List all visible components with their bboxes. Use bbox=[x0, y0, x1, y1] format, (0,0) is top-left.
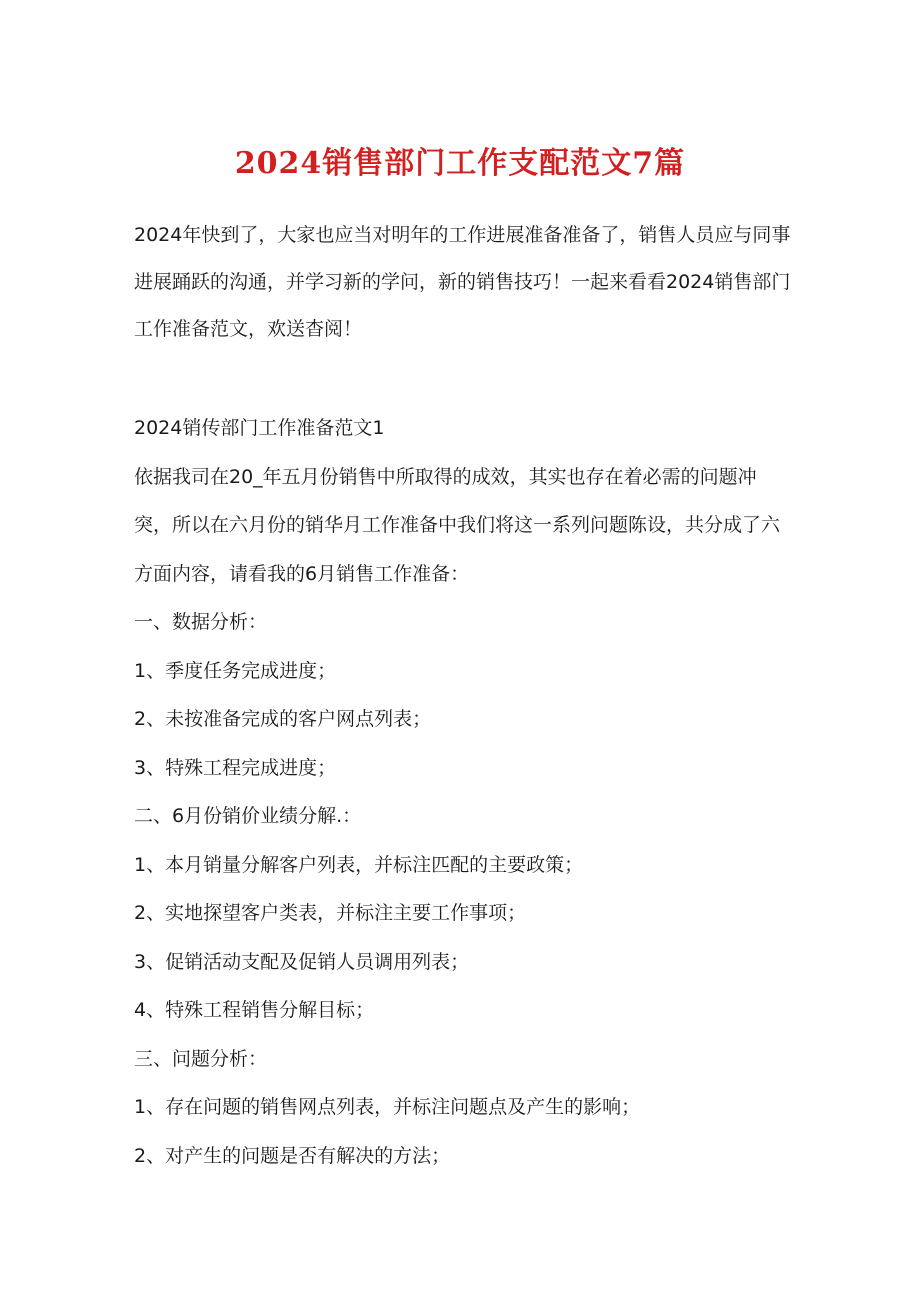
section-heading: 2024销传部门工作准备范文1 bbox=[134, 417, 385, 439]
list-item: 一、数据分析： bbox=[134, 611, 268, 633]
body-paragraph: 依据我司在20_年五月份销售中所取得的成效，其实也存在着必需的问题冲突，所以在六月份的销华月工作准备中我们将这一系列问题陈设，共分成了六方面内容，请看我的6月销售工作准备： bbox=[134, 465, 781, 585]
list-item: 三、问题分析： bbox=[134, 1047, 268, 1070]
list-item: 2、未按准备完成的客户网点列表； bbox=[134, 708, 432, 730]
document-title: 2024销售部门工作支配范文7篇 bbox=[234, 146, 686, 181]
intro-paragraph: 2024年快到了，大家也应当对明年的工作进展准备准备了，销售人员应与同事进展踊跃的沟通，并学习新的学问，新的销售技巧！一起来看看2024销售部门工作准备范文，欢送杳阅！ bbox=[134, 224, 791, 340]
list-item: 2、实地探望客户类表，并标注主要工作事项； bbox=[134, 902, 527, 924]
list-item: 1、季度任务完成进度； bbox=[134, 659, 337, 682]
list-item: 3、特殊工程完成进度； bbox=[134, 756, 337, 779]
list-item: 2、对产生的问题是否有解决的方法； bbox=[134, 1144, 451, 1167]
document-body bbox=[134, 404, 794, 1180]
list-item: 二、6月份销价业绩分解.： bbox=[134, 805, 362, 827]
list-item: 3、促销活动支配及促销人员调用列表； bbox=[134, 950, 470, 973]
list-item: 1、存在问题的销售网点列表，并标注问题点及产生的影响； bbox=[134, 1096, 641, 1118]
list-item: 4、特殊工程销售分解目标； bbox=[134, 999, 375, 1021]
list-item: 1、本月销量分解客户列表，并标注匹配的主要政策； bbox=[134, 853, 584, 876]
